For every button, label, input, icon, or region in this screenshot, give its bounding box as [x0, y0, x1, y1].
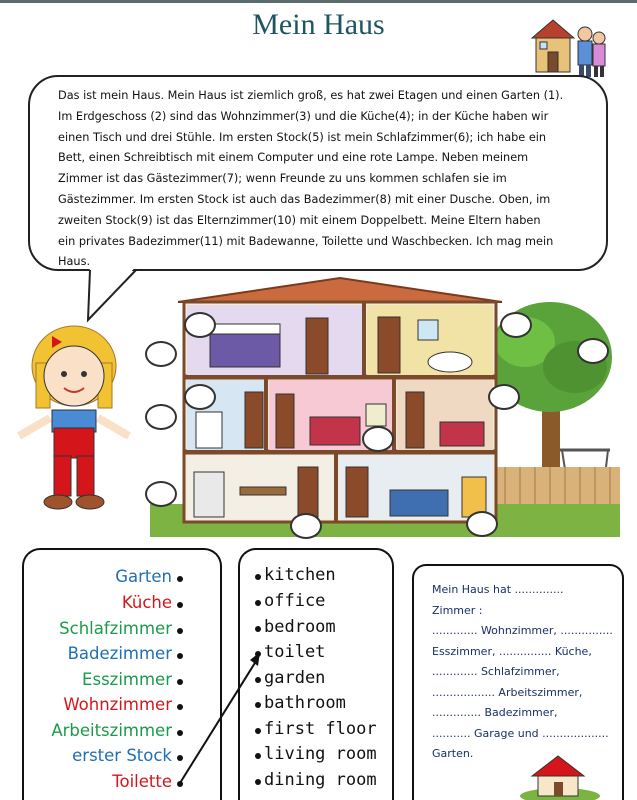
story-line: zweiten Stock(9) ist das Elternzimmer(10) mit einem Doppelbett. Meine Eltern haben [58, 213, 541, 227]
girl-illustration [14, 318, 134, 518]
match-dot[interactable] [255, 574, 261, 580]
german-word: Wohnzimmer [63, 695, 172, 714]
story-line: einen Tisch und drei Stühle. Im ersten Stock(5) ist mein Schlafzimmer(6); ich habe ein [58, 130, 547, 144]
example-match-arrow [170, 640, 270, 790]
house-illustration-icon [530, 8, 610, 80]
page-title: Mein Haus [252, 8, 385, 41]
english-word: toilet [264, 642, 326, 662]
exercise-line: ............. Wohnzimmer, ............... [432, 624, 613, 637]
match-dot[interactable] [177, 602, 183, 608]
house-cutaway-illustration [150, 272, 620, 537]
story-line: Bett, einen Schreibtisch mit einem Computer und eine rote Lampe. Neben meinem [58, 151, 529, 165]
exercise-line: ............. Schlafzimmer, [432, 665, 560, 678]
english-word: office [264, 591, 326, 611]
english-word: bathroom [264, 693, 346, 713]
match-dot[interactable] [255, 626, 261, 632]
german-word: Esszimmer [82, 670, 172, 689]
match-dot[interactable] [177, 576, 183, 582]
answer-circle[interactable] [145, 341, 177, 367]
story-line: Das ist mein Haus. Mein Haus ist ziemlich groß, es hat zwei Etagen und einen Garten (1). [58, 89, 564, 102]
exercise-line: Garten. [432, 747, 474, 760]
english-word: dining room [264, 770, 377, 790]
answer-circle[interactable] [145, 481, 177, 507]
exercise-line: Zimmer : [432, 603, 483, 617]
german-word: Arbeitszimmer [51, 721, 172, 740]
german-word: erster Stock [72, 746, 172, 765]
story-text [58, 86, 578, 273]
german-word: Garten [115, 567, 172, 586]
story-line: Gästezimmer. Im ersten Stock ist auch das Badezimmer(8) mit einer Dusche. Oben, im [58, 192, 551, 206]
answer-circle[interactable] [184, 312, 216, 338]
story-line: Im Erdgeschoss (2) sind das Wohnzimmer(3) und die Küche(4); in der Küche haben wir [58, 109, 549, 123]
english-word: bedroom [264, 617, 336, 637]
small-house-icon [520, 752, 600, 800]
english-word: first floor [264, 719, 377, 739]
top-border-strip [0, 0, 637, 3]
exercise-text [432, 580, 612, 765]
exercise-line: ........... Garage und ................... [432, 726, 609, 740]
german-word: Badezimmer [67, 644, 172, 663]
exercise-line: Esszimmer, ............... Küche, [432, 644, 592, 658]
answer-circle[interactable] [362, 426, 394, 452]
answer-circle[interactable] [290, 513, 322, 539]
exercise-line: .................. Arbeitszimmer, [432, 685, 583, 699]
german-word: Schlafzimmer [59, 619, 172, 638]
english-word: kitchen [264, 565, 336, 585]
answer-circle[interactable] [577, 338, 609, 364]
match-dot[interactable] [255, 600, 261, 606]
answer-circle[interactable] [466, 511, 498, 537]
exercise-line: Mein Haus hat .............. [432, 583, 564, 596]
answer-circle[interactable] [500, 312, 532, 338]
answer-circle[interactable] [184, 384, 216, 410]
german-word: Küche [121, 593, 172, 612]
english-word: garden [264, 668, 326, 688]
german-word: Toilette [112, 772, 172, 791]
story-line: ein privates Badezimmer(11) mit Badewanne, Toilette und Waschbecken. Ich mag mein [58, 234, 554, 248]
story-line: Haus. [58, 255, 91, 269]
answer-circle[interactable] [145, 404, 177, 430]
english-word: living room [264, 744, 377, 764]
story-line: Zimmer ist das Gästezimmer(7); wenn Freunde zu uns kommen schlafen sie im [58, 172, 507, 186]
answer-circle[interactable] [488, 384, 520, 410]
exercise-line: .............. Badezimmer, [432, 706, 558, 719]
match-dot[interactable] [177, 628, 183, 634]
